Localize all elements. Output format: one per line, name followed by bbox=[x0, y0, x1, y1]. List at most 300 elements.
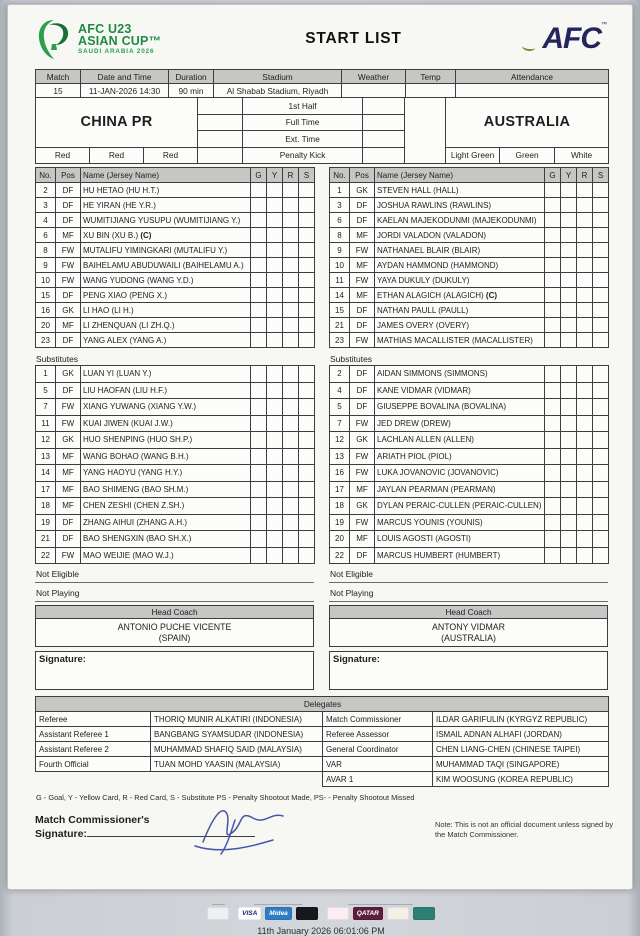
red-box bbox=[283, 228, 299, 243]
period-label-penalty-kick: Penalty Kick bbox=[243, 147, 363, 164]
roster-header-row bbox=[330, 168, 609, 183]
away-head-coach-header: Head Coach bbox=[330, 606, 608, 619]
red-box bbox=[577, 333, 593, 348]
yellow-box bbox=[561, 213, 577, 228]
goal-box bbox=[251, 318, 267, 333]
goal-box bbox=[545, 531, 561, 548]
delegate-name: MUHAMMAD SHAFIQ SAID (MALAYSIA) bbox=[151, 742, 323, 757]
player-position: DF bbox=[350, 303, 375, 318]
player-name: DYLAN PERAIC-CULLEN (PERAIC-CULLEN) bbox=[375, 498, 545, 515]
yellow-box bbox=[561, 481, 577, 498]
yellow-box bbox=[561, 273, 577, 288]
sponsor-midea-logo: Midea bbox=[265, 907, 291, 920]
sub-box bbox=[299, 258, 315, 273]
home-not-playing-label: Not Playing bbox=[35, 583, 314, 602]
sub-box bbox=[299, 318, 315, 333]
away-kit-color-1: Light Green bbox=[446, 147, 500, 164]
player-position: MF bbox=[56, 481, 81, 498]
teams-score-table bbox=[35, 97, 609, 164]
period-label-full-time: Full Time bbox=[243, 114, 363, 131]
player-number: 4 bbox=[36, 213, 56, 228]
goal-box bbox=[545, 333, 561, 348]
player-row bbox=[330, 243, 609, 258]
player-position: FW bbox=[350, 273, 375, 288]
yellow-box bbox=[267, 432, 283, 449]
yellow-box bbox=[561, 498, 577, 515]
away-starters-column bbox=[329, 167, 608, 348]
player-number: 1 bbox=[330, 183, 350, 198]
delegate-role: Referee Assessor bbox=[323, 727, 433, 742]
red-box bbox=[283, 288, 299, 303]
away-full-time-score-box bbox=[363, 114, 405, 131]
yellow-box bbox=[561, 258, 577, 273]
sub-box bbox=[299, 333, 315, 348]
player-row bbox=[36, 366, 315, 383]
sub-box bbox=[299, 288, 315, 303]
yellow-box bbox=[561, 514, 577, 531]
player-position: MF bbox=[56, 318, 81, 333]
score-spacer-cell bbox=[405, 98, 446, 164]
player-position: MF bbox=[56, 465, 81, 482]
red-box bbox=[577, 481, 593, 498]
player-number: 12 bbox=[330, 432, 350, 449]
match-number: 15 bbox=[36, 84, 81, 98]
home-signature-table bbox=[35, 651, 314, 690]
goal-box bbox=[251, 547, 267, 564]
home-signature-cell: Signature: bbox=[36, 652, 314, 690]
red-box bbox=[577, 303, 593, 318]
print-timestamp: 11th January 2026 06:01:06 PM bbox=[257, 926, 385, 936]
delegate-role: Assistant Referee 1 bbox=[36, 727, 151, 742]
goal-box bbox=[545, 198, 561, 213]
sub-box bbox=[299, 465, 315, 482]
player-row bbox=[330, 183, 609, 198]
col-r: R bbox=[283, 168, 299, 183]
sponsor-light-logo bbox=[387, 907, 409, 920]
sub-box bbox=[299, 198, 315, 213]
start-list-document bbox=[7, 4, 633, 936]
goal-box bbox=[251, 465, 267, 482]
player-number: 20 bbox=[36, 318, 56, 333]
player-name: JOSHUA RAWLINS (RAWLINS) bbox=[375, 198, 545, 213]
player-number: 9 bbox=[36, 258, 56, 273]
official-note: Note: This is not an official document unless signed by the Match Commissioner. bbox=[435, 820, 614, 839]
yellow-box bbox=[561, 399, 577, 416]
abbreviation-legend: G - Goal, Y - Yellow Card, R - Red Card, S - Substitute PS - Penalty Shootout Made, PS- - Penalty Shootout Missed bbox=[36, 793, 415, 802]
goal-box bbox=[545, 399, 561, 416]
player-row bbox=[330, 514, 609, 531]
player-row bbox=[36, 514, 315, 531]
player-name: LIU HAOFAN (LIU H.F.) bbox=[81, 382, 251, 399]
player-position: FW bbox=[350, 465, 375, 482]
player-row bbox=[36, 531, 315, 548]
handwritten-signature bbox=[175, 798, 335, 856]
red-box bbox=[283, 531, 299, 548]
delegate-row bbox=[36, 757, 609, 772]
col-stadium: Stadium bbox=[214, 70, 342, 84]
col-s: S bbox=[299, 168, 315, 183]
player-number: 14 bbox=[36, 465, 56, 482]
player-position: FW bbox=[56, 399, 81, 416]
player-row bbox=[330, 198, 609, 213]
sponsor-group bbox=[207, 902, 229, 920]
sub-box bbox=[593, 481, 609, 498]
sponsor-qatar-airways-logo: QATAR bbox=[353, 907, 383, 920]
red-box bbox=[577, 258, 593, 273]
away-ext-time-score-box bbox=[363, 131, 405, 148]
goal-box bbox=[251, 432, 267, 449]
home-subs-column bbox=[35, 351, 314, 602]
yellow-box bbox=[561, 318, 577, 333]
goal-box bbox=[251, 399, 267, 416]
player-row bbox=[330, 415, 609, 432]
player-number: 16 bbox=[330, 465, 350, 482]
away-first-half-score-box bbox=[363, 98, 405, 115]
away-penalty-score-box bbox=[363, 147, 405, 164]
match-info-value-row bbox=[36, 84, 609, 98]
home-coach-table bbox=[35, 605, 314, 647]
coach-country: (AUSTRALIA) bbox=[441, 632, 496, 643]
red-box bbox=[283, 258, 299, 273]
player-position: MF bbox=[350, 228, 375, 243]
yellow-box bbox=[561, 243, 577, 258]
player-name: YAYA DUKULY (DUKULY) bbox=[375, 273, 545, 288]
player-row bbox=[330, 531, 609, 548]
yellow-box bbox=[267, 198, 283, 213]
col-y: Y bbox=[561, 168, 577, 183]
delegate-role: AVAR 1 bbox=[323, 772, 433, 787]
player-row bbox=[330, 448, 609, 465]
home-ext-time-score-box bbox=[198, 131, 243, 148]
delegate-row bbox=[36, 772, 609, 787]
player-position: DF bbox=[56, 213, 81, 228]
player-position: FW bbox=[350, 415, 375, 432]
player-position: FW bbox=[56, 258, 81, 273]
yellow-box bbox=[561, 547, 577, 564]
tournament-logo bbox=[35, 17, 220, 61]
red-box bbox=[283, 318, 299, 333]
sub-box bbox=[299, 399, 315, 416]
player-position: MF bbox=[350, 531, 375, 548]
player-position: MF bbox=[350, 481, 375, 498]
player-name: YANG ALEX (YANG A.) bbox=[81, 333, 251, 348]
red-box bbox=[577, 213, 593, 228]
player-row bbox=[330, 303, 609, 318]
player-row bbox=[36, 399, 315, 416]
yellow-box bbox=[267, 333, 283, 348]
player-number: 6 bbox=[36, 228, 56, 243]
player-row bbox=[330, 399, 609, 416]
yellow-box bbox=[267, 498, 283, 515]
player-number: 17 bbox=[36, 481, 56, 498]
player-row bbox=[36, 448, 315, 465]
player-name: MARCUS YOUNIS (YOUNIS) bbox=[375, 514, 545, 531]
player-position: DF bbox=[350, 366, 375, 383]
player-row bbox=[36, 432, 315, 449]
player-number: 18 bbox=[36, 498, 56, 515]
player-position: DF bbox=[56, 382, 81, 399]
match-duration: 90 min bbox=[169, 84, 214, 98]
player-position: DF bbox=[350, 198, 375, 213]
red-box bbox=[577, 288, 593, 303]
player-number: 5 bbox=[36, 382, 56, 399]
player-name: LUAN YI (LUAN Y.) bbox=[81, 366, 251, 383]
player-row bbox=[330, 498, 609, 515]
red-box bbox=[577, 547, 593, 564]
red-box bbox=[283, 547, 299, 564]
away-substitutes-label: Substitutes bbox=[330, 354, 373, 364]
player-name: JAMES OVERY (OVERY) bbox=[375, 318, 545, 333]
sub-box bbox=[593, 448, 609, 465]
sub-box bbox=[593, 415, 609, 432]
goal-box bbox=[251, 366, 267, 383]
yellow-box bbox=[267, 303, 283, 318]
player-number: 8 bbox=[36, 243, 56, 258]
col-temp: Temp bbox=[406, 70, 456, 84]
player-number: 8 bbox=[330, 228, 350, 243]
goal-box bbox=[251, 183, 267, 198]
sub-box bbox=[593, 333, 609, 348]
away-not-playing-label: Not Playing bbox=[329, 583, 608, 602]
player-position: MF bbox=[56, 498, 81, 515]
red-box bbox=[577, 198, 593, 213]
goal-box bbox=[545, 415, 561, 432]
sponsor-group bbox=[238, 902, 318, 920]
match-info-table bbox=[35, 69, 609, 98]
sub-box bbox=[593, 183, 609, 198]
player-number: 13 bbox=[330, 448, 350, 465]
yellow-box bbox=[267, 183, 283, 198]
player-row bbox=[330, 273, 609, 288]
player-position: DF bbox=[350, 382, 375, 399]
home-starters-table bbox=[35, 167, 315, 348]
yellow-box bbox=[561, 333, 577, 348]
player-position: MF bbox=[350, 288, 375, 303]
period-label-ext-time: Ext. Time bbox=[243, 131, 363, 148]
delegate-name: ILDAR GARIFULIN (KYRGYZ REPUBLIC) bbox=[433, 712, 609, 727]
goal-box bbox=[251, 382, 267, 399]
player-number: 18 bbox=[330, 498, 350, 515]
player-name: AIDAN SIMMONS (SIMMONS) bbox=[375, 366, 545, 383]
goal-box bbox=[545, 258, 561, 273]
home-full-time-score-box bbox=[198, 114, 243, 131]
match-weather bbox=[342, 84, 406, 98]
red-box bbox=[577, 399, 593, 416]
player-position: MF bbox=[350, 258, 375, 273]
delegate-name: THORIQ MUNIR ALKATIRI (INDONESIA) bbox=[151, 712, 323, 727]
red-box bbox=[283, 273, 299, 288]
player-row bbox=[36, 288, 315, 303]
col-weather: Weather bbox=[342, 70, 406, 84]
player-position: DF bbox=[350, 213, 375, 228]
yellow-box bbox=[267, 366, 283, 383]
player-name: CHEN ZESHI (CHEN Z.SH.) bbox=[81, 498, 251, 515]
goal-box bbox=[251, 243, 267, 258]
coaches-section bbox=[35, 602, 607, 690]
sub-box bbox=[299, 213, 315, 228]
player-number: 7 bbox=[330, 415, 350, 432]
yellow-box bbox=[267, 448, 283, 465]
player-row bbox=[36, 382, 315, 399]
player-row bbox=[36, 273, 315, 288]
yellow-box bbox=[267, 481, 283, 498]
player-number: 15 bbox=[330, 303, 350, 318]
player-position: FW bbox=[350, 448, 375, 465]
away-kit-color-2: Green bbox=[500, 147, 555, 164]
goal-box bbox=[251, 228, 267, 243]
player-number: 2 bbox=[36, 183, 56, 198]
delegate-role bbox=[36, 772, 151, 787]
yellow-box bbox=[561, 432, 577, 449]
player-number: 17 bbox=[330, 481, 350, 498]
goal-box bbox=[251, 258, 267, 273]
period-label-first-half: 1st Half bbox=[243, 98, 363, 115]
player-name: GIUSEPPE BOVALINA (BOVALINA) bbox=[375, 399, 545, 416]
yellow-box bbox=[267, 318, 283, 333]
delegate-name: BANGBANG SYAMSUDAR (INDONESIA) bbox=[151, 727, 323, 742]
player-name: KUAI JIWEN (KUAI J.W.) bbox=[81, 415, 251, 432]
player-row bbox=[36, 183, 315, 198]
delegate-name: MUHAMMAD TAQI (SINGAPORE) bbox=[433, 757, 609, 772]
player-row bbox=[330, 228, 609, 243]
yellow-box bbox=[561, 228, 577, 243]
red-box bbox=[283, 415, 299, 432]
player-name: MUTALIFU YIMINGKARI (MUTALIFU Y.) bbox=[81, 243, 251, 258]
player-position: MF bbox=[56, 448, 81, 465]
player-row bbox=[36, 415, 315, 432]
player-name: STEVEN HALL (HALL) bbox=[375, 183, 545, 198]
player-position: FW bbox=[56, 243, 81, 258]
player-number: 19 bbox=[330, 514, 350, 531]
away-signature-table bbox=[329, 651, 608, 690]
player-row bbox=[330, 481, 609, 498]
afc-logo bbox=[487, 22, 607, 56]
sub-box bbox=[593, 531, 609, 548]
home-first-half-score-box bbox=[198, 98, 243, 115]
player-name: JORDI VALADON (VALADON) bbox=[375, 228, 545, 243]
yellow-box bbox=[267, 531, 283, 548]
yellow-box bbox=[267, 228, 283, 243]
yellow-box bbox=[561, 465, 577, 482]
coach-country: (SPAIN) bbox=[158, 632, 191, 643]
red-box bbox=[283, 514, 299, 531]
roster-header-row bbox=[36, 168, 315, 183]
match-datetime: 11-JAN-2026 14:30 bbox=[81, 84, 169, 98]
player-row bbox=[330, 288, 609, 303]
player-number: 23 bbox=[330, 333, 350, 348]
yellow-box bbox=[267, 399, 283, 416]
player-name: ETHAN ALAGICH (ALAGICH) (C) bbox=[375, 288, 545, 303]
player-position: DF bbox=[350, 399, 375, 416]
yellow-box bbox=[267, 288, 283, 303]
player-row bbox=[36, 228, 315, 243]
player-number: 1 bbox=[36, 366, 56, 383]
sub-box bbox=[593, 366, 609, 383]
player-row bbox=[36, 333, 315, 348]
red-box bbox=[283, 432, 299, 449]
home-penalty-score-box bbox=[198, 147, 243, 164]
col-match: Match bbox=[36, 70, 81, 84]
player-row bbox=[36, 465, 315, 482]
col-name: Name (Jersey Name) bbox=[375, 168, 545, 183]
player-name: AYDAN HAMMOND (HAMMOND) bbox=[375, 258, 545, 273]
delegate-row bbox=[36, 727, 609, 742]
sub-box bbox=[593, 382, 609, 399]
commissioner-signature-block bbox=[35, 814, 614, 866]
yellow-box bbox=[561, 448, 577, 465]
sponsor-teal-logo bbox=[413, 907, 435, 920]
goal-box bbox=[545, 547, 561, 564]
player-number: 19 bbox=[36, 514, 56, 531]
player-name: WANG YUDONG (WANG Y.D.) bbox=[81, 273, 251, 288]
delegate-role: VAR bbox=[323, 757, 433, 772]
red-box bbox=[577, 498, 593, 515]
goal-box bbox=[251, 333, 267, 348]
home-substitutes-label: Substitutes bbox=[36, 354, 79, 364]
player-number: 4 bbox=[330, 382, 350, 399]
match-attendance bbox=[456, 84, 609, 98]
red-box bbox=[577, 415, 593, 432]
goal-box bbox=[251, 288, 267, 303]
delegate-role: General Coordinator bbox=[323, 742, 433, 757]
yellow-box bbox=[561, 415, 577, 432]
red-box bbox=[283, 243, 299, 258]
delegate-role: Fourth Official bbox=[36, 757, 151, 772]
player-row bbox=[330, 213, 609, 228]
away-starters-table bbox=[329, 167, 609, 348]
delegates-header: Delegates bbox=[36, 697, 609, 712]
player-position: FW bbox=[56, 273, 81, 288]
player-number: 11 bbox=[36, 415, 56, 432]
player-name: LOUIS AGOSTI (AGOSTI) bbox=[375, 531, 545, 548]
player-row bbox=[36, 498, 315, 515]
sub-box bbox=[299, 366, 315, 383]
red-box bbox=[283, 303, 299, 318]
sub-box bbox=[299, 183, 315, 198]
home-head-coach-name bbox=[36, 619, 314, 647]
player-name: WANG BOHAO (WANG B.H.) bbox=[81, 448, 251, 465]
red-box bbox=[577, 366, 593, 383]
red-box bbox=[283, 465, 299, 482]
delegate-name: CHEN LIANG-CHEN (CHINESE TAIPEI) bbox=[433, 742, 609, 757]
sponsor-strip bbox=[35, 902, 607, 920]
player-position: GK bbox=[56, 303, 81, 318]
goal-box bbox=[251, 213, 267, 228]
player-position: GK bbox=[350, 183, 375, 198]
sponsor-group bbox=[327, 902, 435, 920]
sub-box bbox=[593, 432, 609, 449]
red-box bbox=[283, 366, 299, 383]
red-box bbox=[577, 228, 593, 243]
player-number: 21 bbox=[330, 318, 350, 333]
player-number: 14 bbox=[330, 288, 350, 303]
afc-trademark: ™ bbox=[601, 22, 607, 28]
red-box bbox=[283, 198, 299, 213]
goal-box bbox=[251, 498, 267, 515]
red-box bbox=[577, 318, 593, 333]
col-no: No. bbox=[330, 168, 350, 183]
substitutes-section bbox=[35, 351, 607, 602]
goal-box bbox=[545, 481, 561, 498]
goal-box bbox=[545, 465, 561, 482]
yellow-box bbox=[561, 198, 577, 213]
sub-box bbox=[593, 318, 609, 333]
sub-box bbox=[299, 273, 315, 288]
document-header bbox=[35, 11, 607, 67]
yellow-box bbox=[267, 273, 283, 288]
goal-box bbox=[251, 481, 267, 498]
delegate-role: Referee bbox=[36, 712, 151, 727]
